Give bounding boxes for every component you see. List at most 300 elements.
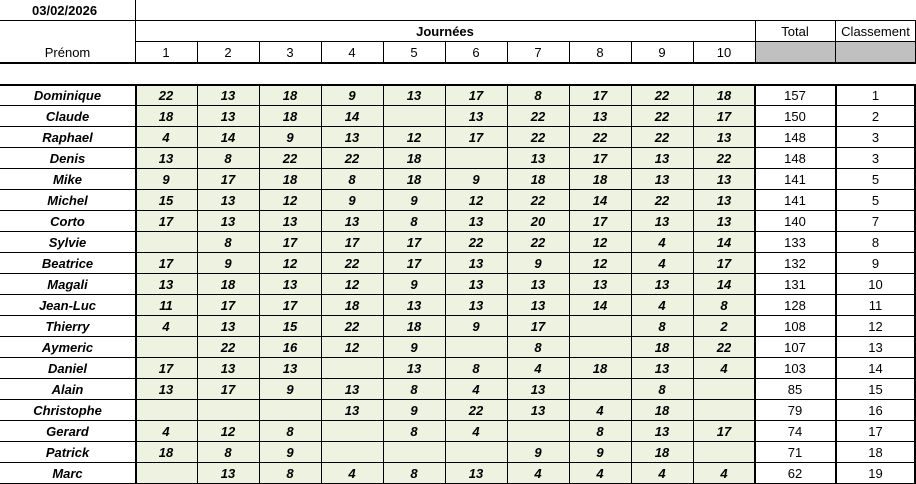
grid-line — [445, 42, 446, 63]
score-cell[interactable]: 13 — [259, 358, 321, 379]
grid-line — [445, 85, 446, 484]
score-cell[interactable] — [569, 316, 631, 337]
score-cell[interactable]: 22 — [569, 127, 631, 148]
grid-line — [0, 105, 916, 106]
total-cell[interactable]: 71 — [787, 445, 803, 460]
score-cell[interactable]: 9 — [135, 169, 197, 190]
score-cell[interactable]: 9 — [383, 337, 445, 358]
score-cell[interactable]: 8 — [631, 379, 693, 400]
score-cell[interactable] — [259, 400, 321, 421]
score-cell[interactable]: 13 — [507, 148, 569, 169]
player-name-cell[interactable]: Mike — [53, 172, 82, 187]
score-cell[interactable] — [321, 421, 383, 442]
score-cell[interactable]: 4 — [631, 253, 693, 274]
score-cell[interactable]: 12 — [569, 232, 631, 253]
score-cell[interactable]: 13 — [135, 148, 197, 169]
score-cell[interactable]: 8 — [321, 169, 383, 190]
group-header-cell[interactable]: Journées — [416, 24, 474, 39]
rank-cell[interactable]: 12 — [868, 319, 883, 334]
name-header-cell[interactable]: Prénom — [44, 45, 91, 60]
score-cell[interactable] — [445, 148, 507, 169]
score-cell[interactable]: 4 — [445, 421, 507, 442]
score-cell[interactable]: 13 — [321, 127, 383, 148]
total-cell[interactable]: 133 — [784, 235, 806, 250]
grid-line — [259, 42, 260, 63]
score-cell[interactable]: 13 — [259, 274, 321, 295]
score-cell[interactable]: 9 — [569, 442, 631, 463]
score-cell[interactable]: 18 — [135, 106, 197, 127]
score-cell[interactable]: 8 — [197, 442, 259, 463]
player-name-cell[interactable]: Corto — [50, 214, 85, 229]
score-cell[interactable]: 22 — [445, 400, 507, 421]
score-cell[interactable]: 13 — [631, 169, 693, 190]
score-cell[interactable]: 14 — [569, 295, 631, 316]
score-cell[interactable]: 18 — [135, 442, 197, 463]
grid-line — [693, 85, 694, 484]
score-cell[interactable]: 13 — [693, 211, 755, 232]
total-cell[interactable]: 141 — [784, 172, 806, 187]
score-cell[interactable]: 17 — [383, 232, 445, 253]
date-cell[interactable]: 03/02/2026 — [32, 3, 98, 18]
score-cell[interactable]: 13 — [631, 148, 693, 169]
total-cell[interactable]: 74 — [787, 424, 803, 439]
score-cell[interactable] — [321, 442, 383, 463]
score-cell[interactable]: 13 — [135, 274, 197, 295]
score-cell[interactable]: 9 — [321, 190, 383, 211]
score-cell[interactable]: 9 — [383, 190, 445, 211]
total-header-cell[interactable]: Total — [781, 24, 809, 39]
score-cell[interactable]: 12 — [259, 190, 321, 211]
grid-line — [135, 85, 137, 484]
rank-cell[interactable]: 3 — [871, 130, 880, 145]
score-cell[interactable]: 13 — [259, 211, 321, 232]
score-cell[interactable]: 22 — [259, 148, 321, 169]
score-cell[interactable] — [135, 463, 197, 484]
player-name-cell[interactable]: Aymeric — [41, 340, 94, 355]
score-cell[interactable]: 22 — [321, 148, 383, 169]
score-cell[interactable]: 13 — [135, 379, 197, 400]
score-cell[interactable]: 8 — [507, 85, 569, 106]
player-name-cell[interactable]: Jean-Luc — [38, 298, 97, 313]
rank-cell[interactable]: 15 — [868, 382, 883, 397]
day-header-cell[interactable]: 3 — [286, 45, 294, 60]
score-cell[interactable]: 13 — [445, 253, 507, 274]
score-cell[interactable] — [383, 442, 445, 463]
grid-line — [835, 85, 837, 484]
score-cell[interactable]: 17 — [321, 232, 383, 253]
score-cell[interactable]: 13 — [631, 274, 693, 295]
score-cell[interactable]: 13 — [693, 169, 755, 190]
score-cell[interactable]: 8 — [259, 421, 321, 442]
score-cell[interactable]: 14 — [321, 106, 383, 127]
score-cell[interactable]: 9 — [445, 169, 507, 190]
score-cell[interactable]: 8 — [693, 295, 755, 316]
day-header-cell[interactable]: 10 — [716, 45, 732, 60]
score-cell[interactable]: 13 — [383, 358, 445, 379]
grid-line — [0, 168, 916, 169]
grid-line — [0, 336, 916, 337]
day-header-cell[interactable]: 2 — [224, 45, 232, 60]
score-cell[interactable]: 22 — [631, 106, 693, 127]
grid-line — [0, 462, 916, 463]
score-cell[interactable]: 17 — [507, 316, 569, 337]
score-cell[interactable]: 9 — [507, 442, 569, 463]
score-cell[interactable]: 13 — [631, 421, 693, 442]
score-cell[interactable]: 22 — [321, 316, 383, 337]
score-cell[interactable]: 4 — [569, 463, 631, 484]
score-cell[interactable] — [135, 337, 197, 358]
rank-cell[interactable]: 1 — [871, 88, 880, 103]
score-cell[interactable]: 18 — [631, 337, 693, 358]
score-cell[interactable]: 17 — [693, 253, 755, 274]
score-cell[interactable]: 16 — [259, 337, 321, 358]
score-cell[interactable]: 17 — [383, 253, 445, 274]
rank-header-cell[interactable]: Classement — [841, 24, 910, 39]
score-cell[interactable]: 12 — [445, 190, 507, 211]
total-cell[interactable]: 128 — [784, 298, 806, 313]
day-header-cell[interactable]: 1 — [162, 45, 170, 60]
player-name-cell[interactable]: Claude — [45, 109, 90, 124]
score-cell[interactable]: 9 — [259, 442, 321, 463]
grid-line — [0, 210, 916, 211]
rank-cell[interactable]: 10 — [868, 277, 883, 292]
score-cell[interactable]: 17 — [693, 421, 755, 442]
score-cell[interactable]: 15 — [259, 316, 321, 337]
score-cell[interactable]: 22 — [631, 190, 693, 211]
total-cell[interactable]: 150 — [784, 109, 806, 124]
score-cell[interactable]: 17 — [197, 169, 259, 190]
grid-line — [321, 42, 322, 63]
score-cell[interactable]: 4 — [507, 463, 569, 484]
player-name-cell[interactable]: Raphael — [42, 130, 93, 145]
score-cell[interactable]: 22 — [693, 148, 755, 169]
rank-cell[interactable]: 17 — [868, 424, 883, 439]
score-cell[interactable]: 12 — [197, 421, 259, 442]
rank-cell[interactable]: 14 — [868, 361, 883, 376]
grid-line — [0, 378, 916, 379]
player-name-cell[interactable]: Michel — [47, 193, 88, 208]
player-name-cell[interactable]: Gerard — [46, 424, 89, 439]
total-header-fill — [755, 42, 835, 63]
day-header-cell[interactable]: 5 — [410, 45, 418, 60]
score-cell[interactable]: 18 — [383, 148, 445, 169]
score-cell[interactable] — [569, 337, 631, 358]
total-cell[interactable]: 107 — [784, 340, 806, 355]
score-cell[interactable]: 8 — [383, 211, 445, 232]
score-cell[interactable]: 9 — [507, 253, 569, 274]
score-cell[interactable]: 15 — [135, 190, 197, 211]
rank-cell[interactable]: 8 — [871, 235, 880, 250]
score-cell[interactable]: 13 — [507, 295, 569, 316]
score-cell[interactable]: 4 — [631, 295, 693, 316]
score-cell[interactable]: 17 — [135, 211, 197, 232]
total-cell[interactable]: 140 — [784, 214, 806, 229]
grid-line — [569, 85, 570, 484]
score-cell[interactable]: 17 — [569, 85, 631, 106]
score-cell[interactable] — [135, 232, 197, 253]
player-name-cell[interactable]: Sylvie — [48, 235, 87, 250]
score-cell[interactable]: 18 — [383, 316, 445, 337]
day-header-cell[interactable]: 9 — [658, 45, 666, 60]
day-header-cell[interactable]: 8 — [596, 45, 604, 60]
score-cell[interactable]: 12 — [321, 337, 383, 358]
grid-line — [507, 85, 508, 484]
score-cell[interactable]: 18 — [259, 169, 321, 190]
score-cell[interactable]: 13 — [197, 106, 259, 127]
total-cell[interactable]: 108 — [784, 319, 806, 334]
score-cell[interactable]: 22 — [693, 337, 755, 358]
rank-cell[interactable]: 13 — [868, 340, 883, 355]
score-cell[interactable]: 9 — [259, 379, 321, 400]
player-name-cell[interactable]: Marc — [52, 466, 83, 481]
grid-line — [0, 231, 916, 232]
score-cell[interactable]: 14 — [693, 274, 755, 295]
score-cell[interactable]: 14 — [197, 127, 259, 148]
score-cell[interactable]: 17 — [445, 127, 507, 148]
score-cell[interactable]: 17 — [259, 295, 321, 316]
rank-cell[interactable]: 18 — [868, 445, 883, 460]
grid-line — [693, 42, 694, 63]
score-cell[interactable]: 18 — [383, 169, 445, 190]
grid-line — [0, 189, 916, 190]
total-cell[interactable]: 148 — [784, 151, 806, 166]
score-cell[interactable]: 22 — [631, 127, 693, 148]
score-cell[interactable]: 9 — [321, 85, 383, 106]
score-cell[interactable]: 13 — [197, 211, 259, 232]
score-cell[interactable]: 8 — [507, 337, 569, 358]
score-cell[interactable]: 4 — [569, 400, 631, 421]
grid-line — [383, 42, 384, 63]
rank-cell[interactable]: 11 — [868, 298, 883, 313]
score-cell[interactable]: 13 — [383, 85, 445, 106]
score-cell[interactable]: 17 — [259, 232, 321, 253]
score-cell[interactable]: 22 — [507, 190, 569, 211]
score-cell[interactable]: 4 — [693, 358, 755, 379]
score-cell[interactable]: 12 — [569, 253, 631, 274]
score-cell[interactable] — [445, 442, 507, 463]
total-cell[interactable]: 157 — [784, 88, 806, 103]
score-cell[interactable]: 22 — [321, 253, 383, 274]
grid-line — [197, 85, 198, 484]
score-cell[interactable]: 13 — [631, 358, 693, 379]
grid-line — [383, 85, 384, 484]
score-cell[interactable]: 13 — [197, 463, 259, 484]
total-cell[interactable]: 79 — [787, 403, 803, 418]
score-cell[interactable]: 13 — [631, 211, 693, 232]
grid-line — [197, 42, 198, 63]
rank-cell[interactable]: 7 — [871, 214, 880, 229]
score-cell[interactable]: 13 — [321, 379, 383, 400]
score-cell[interactable]: 13 — [693, 127, 755, 148]
score-cell[interactable]: 14 — [569, 190, 631, 211]
score-cell[interactable]: 20 — [507, 211, 569, 232]
score-cell[interactable] — [693, 379, 755, 400]
score-cell[interactable]: 8 — [445, 358, 507, 379]
grid-line — [631, 85, 632, 484]
score-cell[interactable]: 22 — [507, 127, 569, 148]
rank-cell[interactable]: 5 — [871, 193, 880, 208]
score-cell[interactable]: 18 — [321, 295, 383, 316]
score-cell[interactable]: 13 — [569, 106, 631, 127]
score-cell[interactable]: 18 — [693, 85, 755, 106]
score-cell[interactable]: 8 — [197, 148, 259, 169]
total-cell[interactable]: 141 — [784, 193, 806, 208]
score-cell[interactable]: 22 — [445, 232, 507, 253]
score-cell[interactable]: 17 — [197, 379, 259, 400]
score-cell[interactable]: 18 — [259, 85, 321, 106]
grid-line — [135, 21, 136, 63]
total-cell[interactable]: 103 — [784, 361, 806, 376]
score-cell[interactable]: 13 — [445, 463, 507, 484]
grid-line — [0, 84, 916, 86]
score-cell[interactable]: 13 — [197, 190, 259, 211]
score-cell[interactable]: 18 — [507, 169, 569, 190]
score-cell[interactable]: 14 — [693, 232, 755, 253]
score-cell[interactable]: 4 — [321, 463, 383, 484]
score-cell[interactable]: 9 — [259, 127, 321, 148]
player-name-cell[interactable]: Christophe — [33, 403, 102, 418]
grid-line — [259, 85, 260, 484]
score-cell[interactable]: 9 — [197, 253, 259, 274]
player-name-cell[interactable]: Alain — [51, 382, 84, 397]
player-name-cell[interactable]: Thierry — [45, 319, 90, 334]
score-cell[interactable]: 13 — [197, 85, 259, 106]
day-header-cell[interactable]: 4 — [348, 45, 356, 60]
score-cell[interactable]: 4 — [135, 127, 197, 148]
day-header-cell[interactable]: 7 — [534, 45, 542, 60]
score-cell[interactable] — [321, 358, 383, 379]
total-cell[interactable]: 148 — [784, 130, 806, 145]
score-cell[interactable]: 8 — [383, 421, 445, 442]
total-cell[interactable]: 85 — [787, 382, 803, 397]
score-cell[interactable]: 13 — [383, 295, 445, 316]
score-cell[interactable]: 22 — [197, 337, 259, 358]
rank-cell[interactable]: 19 — [868, 466, 883, 481]
score-cell[interactable]: 4 — [135, 316, 197, 337]
rank-cell[interactable]: 3 — [871, 151, 880, 166]
score-cell[interactable]: 18 — [569, 169, 631, 190]
grid-line — [0, 20, 916, 21]
day-header-cell[interactable]: 6 — [472, 45, 480, 60]
score-cell[interactable] — [693, 442, 755, 463]
score-cell[interactable]: 17 — [197, 295, 259, 316]
grid-line — [0, 147, 916, 148]
score-cell[interactable]: 17 — [445, 85, 507, 106]
score-cell[interactable]: 12 — [321, 274, 383, 295]
score-cell[interactable]: 11 — [135, 295, 197, 316]
score-cell[interactable]: 4 — [135, 421, 197, 442]
score-cell[interactable]: 22 — [135, 85, 197, 106]
score-cell[interactable] — [569, 379, 631, 400]
score-cell[interactable]: 18 — [569, 358, 631, 379]
grid-line — [835, 21, 836, 63]
score-cell[interactable]: 22 — [507, 106, 569, 127]
score-cell[interactable]: 13 — [693, 190, 755, 211]
total-cell[interactable]: 62 — [787, 466, 803, 481]
score-cell[interactable]: 2 — [693, 316, 755, 337]
score-cell[interactable]: 17 — [569, 148, 631, 169]
score-cell[interactable]: 9 — [383, 274, 445, 295]
score-cell[interactable]: 9 — [383, 400, 445, 421]
total-cell[interactable]: 132 — [784, 256, 806, 271]
grid-line — [755, 21, 756, 63]
score-cell[interactable]: 13 — [507, 379, 569, 400]
score-cell[interactable]: 12 — [259, 253, 321, 274]
score-cell[interactable]: 8 — [631, 316, 693, 337]
score-cell[interactable]: 22 — [507, 232, 569, 253]
grid-line — [135, 0, 136, 21]
score-cell[interactable]: 12 — [383, 127, 445, 148]
player-name-cell[interactable]: Dominique — [33, 88, 102, 103]
score-cell[interactable]: 9 — [445, 316, 507, 337]
rank-cell[interactable]: 2 — [871, 109, 880, 124]
score-cell[interactable]: 18 — [197, 274, 259, 295]
rank-cell[interactable]: 9 — [871, 256, 880, 271]
score-cell[interactable]: 17 — [135, 253, 197, 274]
score-cell[interactable]: 13 — [445, 211, 507, 232]
score-cell[interactable]: 8 — [197, 232, 259, 253]
score-cell[interactable] — [135, 400, 197, 421]
score-cell[interactable]: 18 — [631, 400, 693, 421]
score-cell[interactable]: 13 — [507, 400, 569, 421]
score-cell[interactable]: 13 — [197, 316, 259, 337]
player-name-cell[interactable]: Denis — [49, 151, 86, 166]
grid-line — [507, 42, 508, 63]
score-cell[interactable]: 4 — [507, 358, 569, 379]
score-cell[interactable]: 13 — [445, 274, 507, 295]
player-name-cell[interactable]: Beatrice — [41, 256, 94, 271]
score-cell[interactable]: 4 — [631, 232, 693, 253]
player-name-cell[interactable]: Magali — [47, 277, 88, 292]
score-cell[interactable]: 22 — [631, 85, 693, 106]
score-cell[interactable]: 13 — [507, 274, 569, 295]
score-cell[interactable]: 4 — [631, 463, 693, 484]
rank-cell[interactable]: 5 — [871, 172, 880, 187]
grid-line — [0, 315, 916, 316]
score-cell[interactable]: 4 — [693, 463, 755, 484]
score-cell[interactable]: 8 — [383, 379, 445, 400]
score-cell[interactable]: 17 — [693, 106, 755, 127]
score-cell[interactable] — [693, 400, 755, 421]
score-cell[interactable]: 18 — [631, 442, 693, 463]
score-cell[interactable]: 13 — [321, 211, 383, 232]
score-cell[interactable]: 13 — [445, 295, 507, 316]
score-cell[interactable]: 13 — [569, 274, 631, 295]
grid-line — [631, 42, 632, 63]
player-name-cell[interactable]: Daniel — [47, 361, 87, 376]
score-cell[interactable] — [445, 337, 507, 358]
score-cell[interactable]: 8 — [383, 463, 445, 484]
score-cell[interactable]: 13 — [321, 400, 383, 421]
score-cell[interactable]: 8 — [569, 421, 631, 442]
score-cell[interactable]: 18 — [259, 106, 321, 127]
score-cell[interactable] — [507, 421, 569, 442]
player-name-cell[interactable]: Patrick — [45, 445, 90, 460]
score-cell[interactable]: 8 — [259, 463, 321, 484]
score-cell[interactable] — [197, 400, 259, 421]
score-cell[interactable]: 17 — [569, 211, 631, 232]
total-cell[interactable]: 131 — [784, 277, 806, 292]
grid-line — [569, 42, 570, 63]
rank-cell[interactable]: 16 — [868, 403, 883, 418]
grid-line — [0, 399, 916, 400]
score-cell[interactable]: 17 — [135, 358, 197, 379]
score-cell[interactable] — [383, 106, 445, 127]
score-cell[interactable]: 13 — [445, 106, 507, 127]
grid-line — [0, 441, 916, 442]
score-cell[interactable]: 13 — [197, 358, 259, 379]
score-cell[interactable]: 4 — [445, 379, 507, 400]
